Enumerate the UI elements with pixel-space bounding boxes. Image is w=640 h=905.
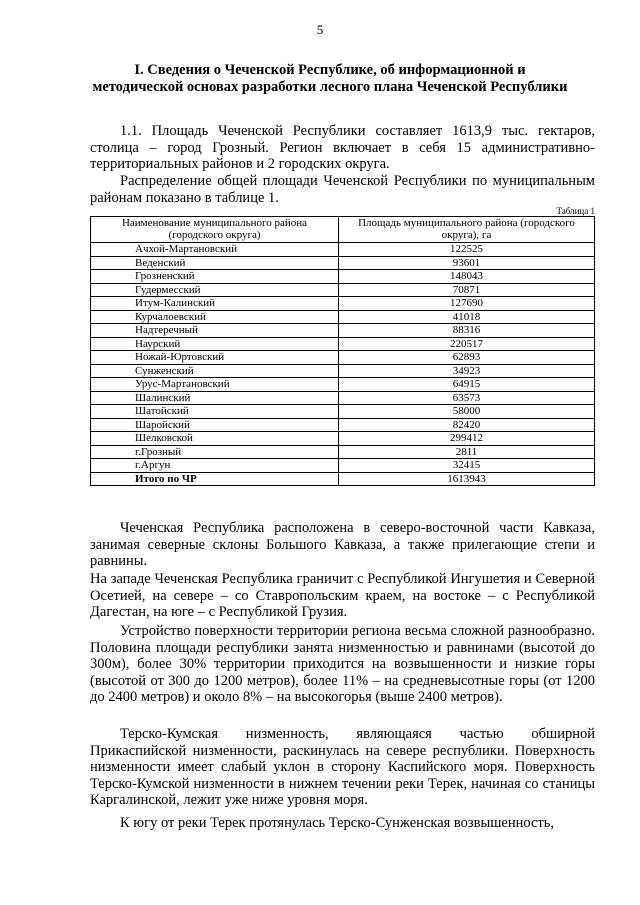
district-area-cell: 148043 [339,270,595,284]
table-row [91,445,595,459]
district-area-cell: 220517 [339,337,595,351]
district-name-cell: г.Аргун [91,459,339,473]
district-area-cell: 62893 [339,351,595,365]
district-area-cell: 70871 [339,283,595,297]
table-row [91,310,595,324]
table-row [91,337,595,351]
total-area: 1613943 [339,472,595,486]
district-name-cell: Шаройский [91,418,339,432]
header-district-name: Наименование муниципального района (городского округа) [91,217,339,243]
table-row [91,324,595,338]
district-area-cell: 2811 [339,445,595,459]
header-district-area: Площадь муниципального района (городского округа), га [339,217,595,243]
district-area-cell: 82420 [339,418,595,432]
district-name-cell: Сунженский [91,364,339,378]
table-caption: Таблица 1 [556,206,595,216]
table-row [91,256,595,270]
paragraph-table-intro: Распределение общей площади Чеченской Республики по муниципальным районам показано в таблице 1. [90,173,595,206]
heading-line-2: методической основах разработки лесного плана Чеченской Республики [92,79,568,95]
district-area-cell: 122525 [339,243,595,257]
page-number: 5 [316,22,324,37]
district-name-cell: Гудермесский [91,283,339,297]
table-total-row [91,472,595,486]
table-header-row [91,217,595,243]
paragraph-upland: К югу от реки Терек протянулась Терско-Сунженская возвышенность, [120,815,554,831]
district-area-cell: 127690 [339,297,595,311]
district-area-cell: 63573 [339,391,595,405]
total-label: Итого по ЧР [91,472,339,486]
district-name-cell: Ножай-Юртовский [91,351,339,365]
district-name-cell: Веденский [91,256,339,270]
table-row [91,270,595,284]
table-row [91,351,595,365]
district-name-cell: Шатойский [91,405,339,419]
district-name-cell: Шалинский [91,391,339,405]
table-row [91,418,595,432]
district-area-cell: 34923 [339,364,595,378]
district-name-cell: Итум-Калинский [91,297,339,311]
table-row [91,297,595,311]
table-row [91,391,595,405]
districts-area-table [90,216,595,486]
table-row [91,459,595,473]
district-area-cell: 299412 [339,432,595,446]
section-heading [60,62,600,96]
table-row [91,243,595,257]
paragraph-lowland: Терско-Кумская низменность, являющаяся частью обширной Прикаспийской низменности, раскинулась на севере республики. Поверхность низменности имеет слабый уклон в сторону Каспийского моря. Поверхность Терско-Кумской низменности в нижнем течении реки Терек, начиная со станицы Каргалинской, лежит уже ниже уровня моря. [90,726,595,808]
paragraph-area-info: 1.1. Площадь Чеченской Республики составляет 1613,9 тыс. гектаров, столица – город Грозный. Регион включает в себя 15 административно-территориальных районов и 2 городских округа. [90,123,595,172]
table-row [91,432,595,446]
district-name-cell: Урус-Мартановский [91,378,339,392]
district-name-cell: Грозненский [91,270,339,284]
table-row [91,405,595,419]
district-name-cell: г.Грозный [91,445,339,459]
district-area-cell: 58000 [339,405,595,419]
paragraph-borders: На западе Чеченская Республика граничит с Республикой Ингушетия и Северной Осетией, на севере – со Ставропольским краем, на востоке – с Республикой Дагестан, на юге – с Республикой Грузия. [90,571,595,620]
table-row [91,283,595,297]
paragraph-location: Чеченская Республика расположена в северо-восточной части Кавказа, занимая северные склоны Большого Кавказа, а также прилегающие степи и равнины. [90,520,595,569]
table-row [91,364,595,378]
paragraph-relief: Устройство поверхности территории региона весьма сложной разнообразно. Половина площади республики занята низменностью и равнинами (высотой до 300м), более 30% территории приходится на возвышенности и низкие горы (высотой от 300 до 1200 метров), более 11% – на средневысотные горы (от 1200 до 2400 метров) и около 8% – на высокогорья (выше 2400 метров). [90,623,595,705]
district-area-cell: 64915 [339,378,595,392]
district-name-cell: Ачхой-Мартановский [91,243,339,257]
district-name-cell: Курчалоевский [91,310,339,324]
district-name-cell: Надтеречный [91,324,339,338]
heading-line-1: I. Сведения о Чеченской Республике, об информационной и [134,62,526,78]
table-row [91,378,595,392]
district-area-cell: 32415 [339,459,595,473]
district-name-cell: Наурский [91,337,339,351]
district-area-cell: 88316 [339,324,595,338]
district-name-cell: Шелковской [91,432,339,446]
district-area-cell: 93601 [339,256,595,270]
district-area-cell: 41018 [339,310,595,324]
